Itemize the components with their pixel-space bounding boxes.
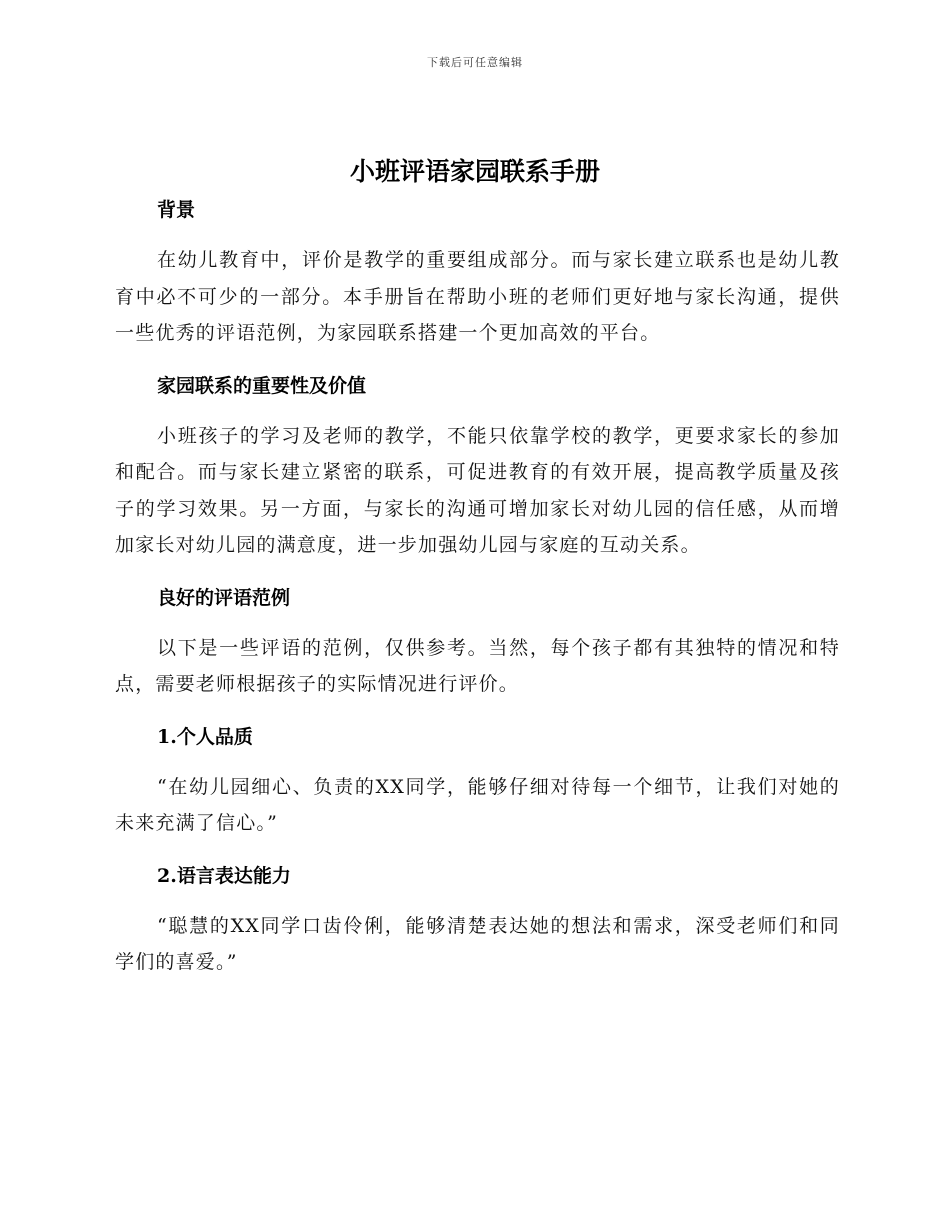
section-heading: 家园联系的重要性及价值 [157, 374, 367, 397]
section-language-ability [115, 856, 840, 981]
section-paragraph: 以下是一些评语的范例，仅供参考。当然，每个孩子都有其独特的情况和特点，需要老师根据孩子的实际情况进行评价。 [115, 636, 840, 695]
header-note: 下载后可任意编辑 [427, 56, 523, 69]
section-personal-quality [115, 717, 840, 842]
document-title: 小班评语家园联系手册 [349, 157, 600, 186]
section-paragraph: 在幼儿教育中，评价是教学的重要组成部分。而与家长建立联系也是幼儿教育中必不可少的一部分。本手册旨在帮助小班的老师们更好地与家长沟通，提供一些优秀的评语范例，为家园联系搭建一个更加高效的平台。 [115, 249, 840, 344]
document-body [115, 190, 840, 981]
section-heading: 1.个人品质 [157, 725, 253, 748]
section-paragraph: “聪慧的XX同学口齿伶俐，能够清楚表达她的想法和需求，深受老师们和同学们的喜爱。” [115, 914, 840, 973]
section-importance [115, 366, 840, 564]
section-paragraph: “在幼儿园细心、负责的XX同学，能够仔细对待每一个细节，让我们对她的未来充满了信心。” [115, 775, 840, 834]
section-paragraph: 小班孩子的学习及老师的教学，不能只依靠学校的教学，更要求家长的参加和配合。而与家长建立紧密的联系，可促进教育的有效开展，提高教学质量及孩子的学习效果。另一方面，与家长的沟通可增加家长对幼儿园的信任感，从而增加家长对幼儿园的满意度，进一步加强幼儿园与家庭的互动关系。 [115, 424, 840, 556]
section-heading: 良好的评语范例 [157, 586, 291, 609]
section-heading: 背景 [157, 199, 196, 221]
section-heading: 2.语言表达能力 [157, 864, 291, 887]
section-examples [115, 578, 840, 703]
section-background [115, 190, 840, 352]
